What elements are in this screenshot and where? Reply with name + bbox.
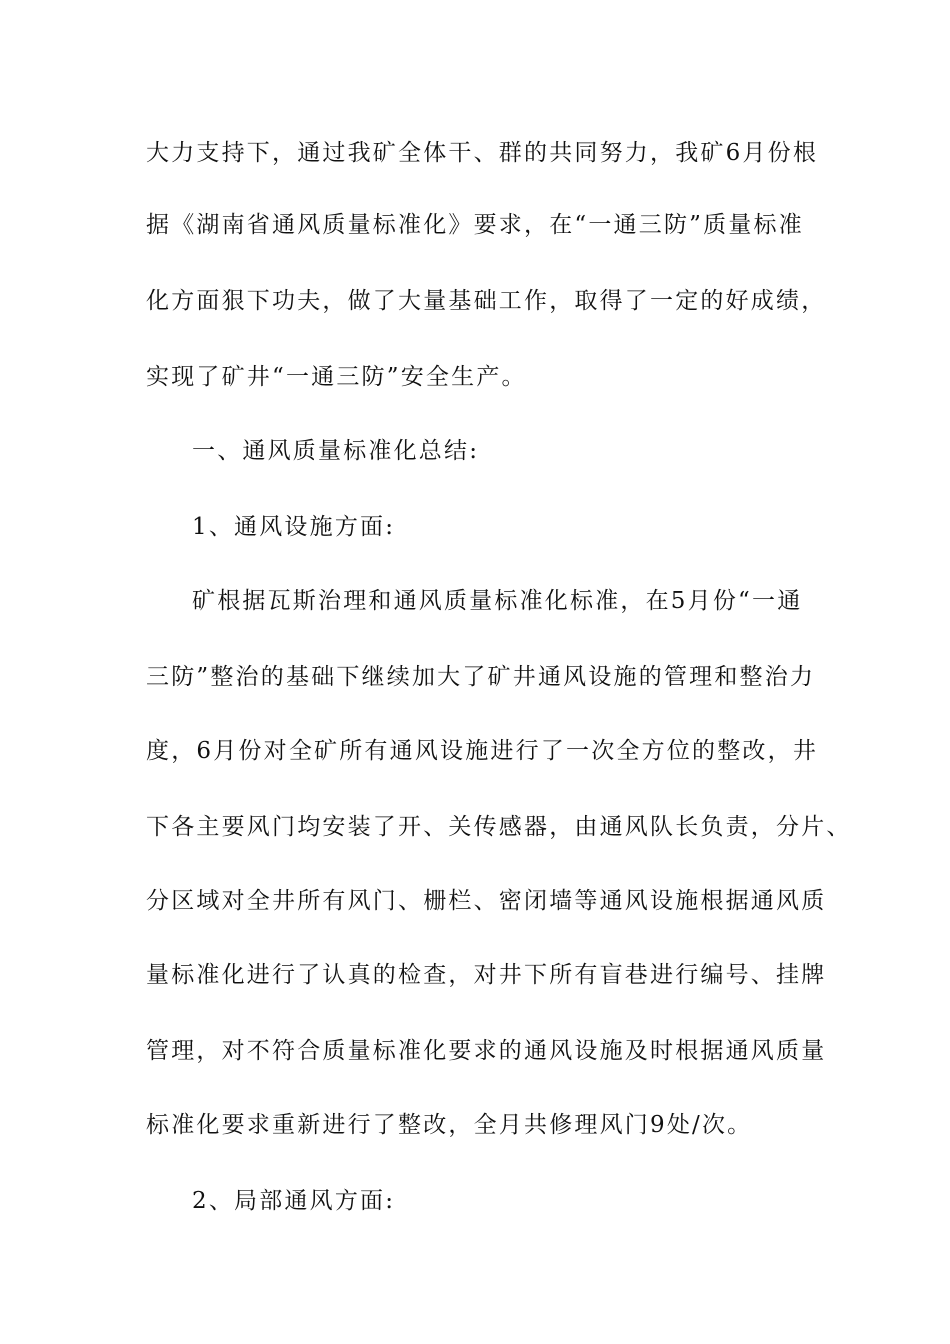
- paragraph-line: 分区域对全井所有风门、栅栏、密闭墙等通风设施根据通风质: [146, 888, 827, 914]
- paragraph-line: 实现了矿井“一通三防”安全生产。: [146, 364, 527, 390]
- section-heading: 一、通风质量标准化总结:: [192, 438, 480, 464]
- paragraph-line: 管理，对不符合质量标准化要求的通风设施及时根据通风质量: [146, 1038, 827, 1064]
- paragraph-line: 据《湖南省通风质量标准化》要求，在“一通三防”质量标准: [146, 212, 804, 238]
- paragraph-line: 标准化要求重新进行了整改，全月共修理风门9处/次。: [146, 1112, 753, 1138]
- subsection-heading: 2、局部通风方面:: [192, 1188, 396, 1214]
- paragraph-line: 下各主要风门均安装了开、关传感器，由通风队长负责，分片、: [146, 814, 852, 840]
- paragraph-line: 量标准化进行了认真的检查，对井下所有盲巷进行编号、挂牌: [146, 962, 827, 988]
- paragraph-line: 度，6月份对全矿所有通风设施进行了一次全方位的整改，井: [146, 738, 819, 764]
- paragraph-line: 化方面狠下功夫，做了大量基础工作，取得了一定的好成绩，: [146, 288, 827, 314]
- paragraph-line: 大力支持下，通过我矿全体干、群的共同努力，我矿6月份根: [146, 140, 819, 166]
- subsection-heading: 1、通风设施方面:: [192, 514, 396, 540]
- paragraph-line: 矿根据瓦斯治理和通风质量标准化标准，在5月份“一通: [192, 588, 803, 614]
- paragraph-line: 三防”整治的基础下继续加大了矿井通风设施的管理和整治力: [146, 664, 816, 690]
